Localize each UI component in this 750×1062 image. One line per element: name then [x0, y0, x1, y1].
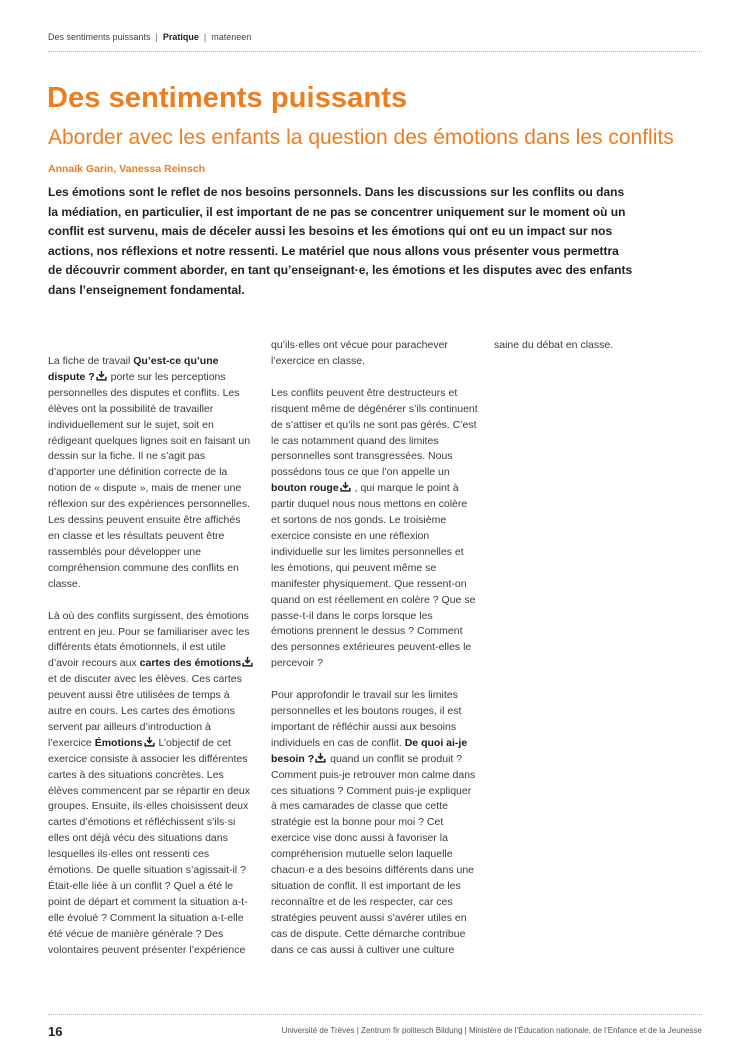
article-subtitle: Aborder avec les enfants la question des émotions dans les conflits	[48, 126, 674, 149]
download-icon[interactable]	[315, 752, 326, 763]
link-de-quoi-ai-je-besoin[interactable]: ?	[307, 752, 315, 765]
link-cartes-des-emotions[interactable]: émotions	[194, 657, 242, 670]
paragraph-red-button: Les conflits peuvent être destructeurs et risquent même de dégénérer s’ils continuent de s’attiser et qu’ils ne sont pas gérés. C’est le cas notamment quand des limites personnelles sont transgressées. Nous possédons tous ce que l’on appelle un bouton rouge , qui marque le point à partir duquel nous nous mettons en colère et sortons de nos gonds. Le troisième exercice consiste en une réflexion individuelle sur les limites personnelles et les émotions, qui peuvent même se manifester physiquement. Que ressent-on quand on est réellement en colère ? Que se passe-t-il dans le corps lorsque les émotions prennent le dessus ? Comment des personnes extérieures peuvent-elles le percevoir ?	[271, 386, 478, 670]
footer-divider	[48, 1014, 702, 1015]
paragraph-needs: saine du débat en classe.	[494, 339, 614, 351]
link-de-quoi-ai-je-besoin[interactable]: De	[404, 736, 419, 749]
header-magazine: Des sentiments puissants	[48, 32, 151, 42]
download-icon[interactable]	[96, 370, 107, 381]
paragraph-emotion-cards: Là où des conflits surgissent, des émotions entrent en jeu. Pour se familiariser avec les différents états émotionnels, il est utile d’avoir recours aux cartes des émotions et de discuter avec les élèves. Ces cartes peuvent aussi être utilisées de temps à autre en cours. Les cartes des émotions servent par ailleurs d’introduction à l’exercice Émotions L’objectif de cet exercice consiste à associer les différentes cartes à des situations concrètes. Les élèves commencent par se répartir en deux groupes. Ensuite, ils·elles choisissent deux cartes d’émotions et réfléchissent s’ils·si elles ont déjà vécu des situations dans lesquelles ils·elles ont ressenti ces émotions. De quelle situation s’agissait-il ? Était-elle liée à un conflit ? Quel a été le point de départ et comment la situation a-t-elle évolué ? Comment la situation a-t-elle été vécue de manière générale ? Des volontaires peuvent présenter l’expérience	[48, 609, 255, 959]
article-title: Des sentiments puissants	[47, 82, 408, 114]
paragraph-worksheet: La fiche de travail Qu’est-ce qu’une dispute ? porte sur les perceptions personnelles des disputes et conflits. Les élèves ont la possibilité de travailler individuellement sur le sujet, soit en rédigeant quelques lignes soit en faisant un dessin sur la fiche. Il ne s’agit pas d’apporter une définition correcte de la notion de « dispute », mais de mener une réflexion sur des expériences personnelles. Les dessins peuvent ensuite être affichés en classe et les résultats peuvent être rassemblés pour développer une compréhension commune des conflits en classe.	[48, 355, 251, 590]
link-cartes-des-emotions[interactable]: cartes	[139, 657, 171, 670]
link-quest-ce-quune-dispute[interactable]: dispute	[48, 370, 86, 383]
link-de-quoi-ai-je-besoin[interactable]: quoi	[421, 736, 444, 749]
text-column-1	[48, 338, 255, 975]
header-section: Pratique	[162, 32, 199, 42]
download-icon[interactable]	[340, 481, 351, 492]
paragraph-needs: Pour approfondir le travail sur les limites personnelles et les boutons rouges, il est important de réfléchir aussi aux besoins individuels en cas de conflit. De quoi ai-je besoin ? quand un conflit se produit ? Comment puis-je retrouver mon calme dans ces situations ? Comment puis-je expliquer à mes camarades de classe que cette stratégie est la bonne pour moi ? Cet exercice vise donc aussi à favoriser la compréhension mutuelle selon laquelle chacun·e a des besoins différents dans une situation de conflit. Il est important de les reconnaître et de les respecter, car ces stratégies peuvent aussi s’avérer utiles en cas de dispute. Cette démarche contribue dans ce cas aussi à cultiver une culture	[271, 689, 476, 956]
page-number: 16	[48, 1024, 63, 1039]
link-quest-ce-quune-dispute[interactable]: Qu’est-ce	[133, 355, 182, 367]
link-de-quoi-ai-je-besoin[interactable]: ai-je	[446, 736, 468, 749]
text-column-2	[271, 338, 478, 975]
article-lead: Les émotions sont le reflet de nos besoins personnels. Dans les discussions sur les conflits ou dans la médiation, en particulier, il est important de ne pas se concentrer uniquement sur le moment où un conflit est survenu, mais de déceler aussi les besoins et les émotions qui ont eu un impact sur nos actions, nos réflexions et notre ressenti. Le matériel que nous allons vous présenter vous permettra de découvrir comment aborder, en tant qu’enseignant·e, les émotions et les disputes avec des enfants dans l’enseignement fondamental.	[48, 185, 633, 297]
article-authors: Annaïk Garin, Vanessa Reinsch	[48, 163, 205, 175]
link-bouton-rouge[interactable]: rouge	[309, 482, 339, 495]
text-column-3	[494, 338, 701, 370]
header-brand: mateneen	[211, 32, 252, 42]
download-icon[interactable]	[242, 656, 253, 667]
header-divider	[48, 51, 702, 52]
link-de-quoi-ai-je-besoin[interactable]: besoin	[271, 752, 305, 765]
link-emotions[interactable]: Émotions	[94, 736, 143, 749]
link-bouton-rouge[interactable]: bouton	[271, 482, 307, 495]
paragraph-emotion-cards: qu’ils·elles ont vécue pour parachever l’exercice en classe.	[271, 339, 448, 367]
link-quest-ce-quune-dispute[interactable]: qu’une	[184, 355, 219, 367]
download-icon[interactable]	[144, 736, 155, 747]
footer-credit: Université de Trèves | Zentrum fir politesch Bildung | Ministère de l’Éducation nationale, de l’Enfance et de la Jeunesse	[281, 1026, 702, 1035]
link-quest-ce-quune-dispute[interactable]: ?	[88, 370, 95, 383]
link-cartes-des-emotions[interactable]: des	[173, 657, 192, 670]
running-header: Des sentiments puissants | Pratique | mateneen	[48, 32, 252, 42]
